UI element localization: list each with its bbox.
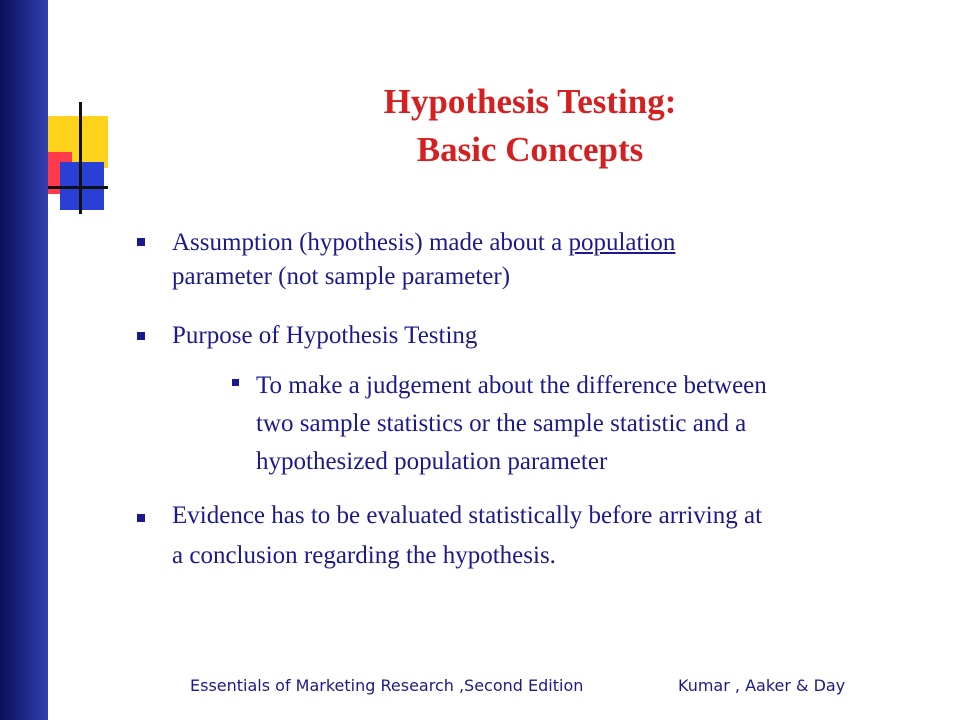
bullet-1-underlined-word: population xyxy=(568,229,676,256)
bullet-1-line-1 xyxy=(172,224,675,262)
bullet-marker xyxy=(137,332,145,340)
decorative-blocks-logo xyxy=(48,100,128,220)
sub-bullet-line-2: two sample statistics or the sample statistic and a xyxy=(256,410,747,437)
sub-bullet-line-1: To make a judgement about the difference between xyxy=(256,372,767,399)
sub-bullet-line-3: hypothesized population parameter xyxy=(256,448,608,475)
horizontal-line xyxy=(48,186,108,189)
left-side-bar xyxy=(0,0,48,720)
slide-title xyxy=(300,78,760,174)
bullet-3-line-1: Evidence has to be evaluated statistically before arriving at xyxy=(172,502,763,529)
bullet-2-line-1: Purpose of Hypothesis Testing xyxy=(172,322,478,349)
bullet-1-line-2: parameter (not sample parameter) xyxy=(172,263,511,290)
title-line-1: Hypothesis Testing: xyxy=(383,82,677,121)
title-line-2: Basic Concepts xyxy=(416,130,644,169)
sub-bullet-marker xyxy=(232,379,239,386)
vertical-line xyxy=(79,102,82,214)
footer-left: Essentials of Marketing Research ,Second Edition xyxy=(190,676,584,695)
bullet-3-line-2: a conclusion regarding the hypothesis. xyxy=(172,542,556,569)
bullet-marker xyxy=(137,238,145,246)
bullet-1-text: Assumption (hypothesis) made about a xyxy=(172,229,569,256)
footer-right: Kumar , Aaker & Day xyxy=(678,676,846,695)
bullet-marker xyxy=(137,514,145,522)
